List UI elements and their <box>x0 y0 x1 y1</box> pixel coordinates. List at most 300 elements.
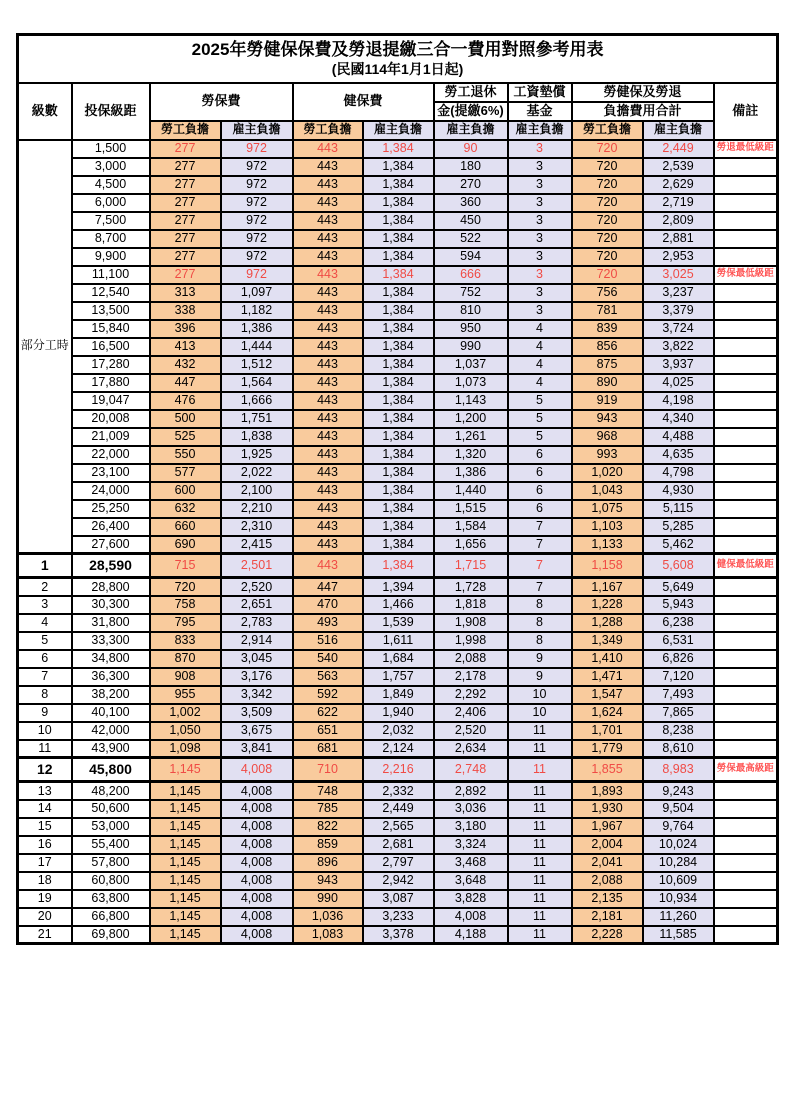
cell-labor-employer: 2,783 <box>221 614 293 632</box>
cell-total-employee: 2,004 <box>572 836 643 854</box>
page-title: 2025年勞健保保費及勞退提繳三合一費用對照參考用表 <box>191 39 604 59</box>
cell-health-employer: 1,394 <box>363 578 434 596</box>
cell-health-employer: 1,384 <box>363 212 434 230</box>
cell-labor-employer: 4,008 <box>221 908 293 926</box>
cell-insured-bracket: 66,800 <box>72 908 150 926</box>
cell-total-employer: 10,934 <box>643 890 714 908</box>
page-subtitle: (民國114年1月1日起) <box>331 61 464 78</box>
cell-labor-employer: 3,841 <box>221 740 293 758</box>
cell-wage-fund-employer: 3 <box>508 194 572 212</box>
cell-health-employee: 443 <box>293 284 363 302</box>
cell-wage-fund-employer: 11 <box>508 890 572 908</box>
cell-total-employee: 1,624 <box>572 704 643 722</box>
cell-total-employee: 1,855 <box>572 758 643 782</box>
cell-note <box>714 356 778 374</box>
cell-wage-fund-employer: 11 <box>508 740 572 758</box>
table-row <box>18 596 778 614</box>
cell-level: 8 <box>18 686 72 704</box>
cell-note <box>714 704 778 722</box>
cell-health-employee: 443 <box>293 446 363 464</box>
cell-health-employee: 822 <box>293 818 363 836</box>
cell-pension-employer: 2,748 <box>434 758 508 782</box>
cell-health-employer: 3,233 <box>363 908 434 926</box>
cell-insured-bracket: 22,000 <box>72 446 150 464</box>
table-row <box>18 818 778 836</box>
table-body <box>18 140 778 944</box>
cell-pension-employer: 3,468 <box>434 854 508 872</box>
cell-insured-bracket: 6,000 <box>72 194 150 212</box>
cell-total-employee: 1,349 <box>572 632 643 650</box>
cell-labor-employer: 2,415 <box>221 536 293 554</box>
cell-health-employee: 516 <box>293 632 363 650</box>
cell-pension-employer: 1,386 <box>434 464 508 482</box>
cell-labor-employer: 4,008 <box>221 782 293 800</box>
cell-note <box>714 536 778 554</box>
cell-pension-employer: 4,188 <box>434 926 508 944</box>
table-row <box>18 722 778 740</box>
cell-health-employee: 443 <box>293 320 363 338</box>
cell-wage-fund-employer: 8 <box>508 632 572 650</box>
cell-health-employee: 443 <box>293 536 363 554</box>
cell-wage-fund-employer: 11 <box>508 800 572 818</box>
cell-labor-employer: 2,501 <box>221 554 293 578</box>
cell-labor-employee: 1,145 <box>150 800 221 818</box>
table-row <box>18 392 778 410</box>
table-row <box>18 632 778 650</box>
cell-wage-fund-employer: 6 <box>508 500 572 518</box>
cell-total-employer: 5,943 <box>643 596 714 614</box>
cell-insured-bracket: 28,590 <box>72 554 150 578</box>
cell-total-employee: 1,701 <box>572 722 643 740</box>
cell-total-employer: 3,822 <box>643 338 714 356</box>
cell-note <box>714 284 778 302</box>
cell-health-employer: 1,384 <box>363 194 434 212</box>
cell-health-employee: 443 <box>293 410 363 428</box>
cell-note <box>714 614 778 632</box>
cell-total-employer: 5,285 <box>643 518 714 536</box>
cell-health-employer: 1,757 <box>363 668 434 686</box>
cell-total-employer: 2,449 <box>643 140 714 158</box>
cell-pension-employer: 4,008 <box>434 908 508 926</box>
cell-wage-fund-employer: 7 <box>508 554 572 578</box>
cell-level: 10 <box>18 722 72 740</box>
cell-labor-employee: 1,098 <box>150 740 221 758</box>
cell-wage-fund-employer: 6 <box>508 446 572 464</box>
cell-health-employee: 443 <box>293 248 363 266</box>
cell-labor-employee: 715 <box>150 554 221 578</box>
cell-labor-employer: 2,651 <box>221 596 293 614</box>
cell-insured-bracket: 26,400 <box>72 518 150 536</box>
cell-wage-fund-employer: 11 <box>508 926 572 944</box>
cell-total-employee: 1,020 <box>572 464 643 482</box>
cell-health-employer: 1,384 <box>363 230 434 248</box>
cell-note <box>714 176 778 194</box>
cell-note <box>714 338 778 356</box>
cell-pension-employer: 1,998 <box>434 632 508 650</box>
cell-wage-fund-employer: 7 <box>508 536 572 554</box>
cell-total-employer: 4,930 <box>643 482 714 500</box>
title-block <box>18 35 778 83</box>
cell-insured-bracket: 13,500 <box>72 302 150 320</box>
cell-total-employee: 2,181 <box>572 908 643 926</box>
cell-level: 6 <box>18 650 72 668</box>
cell-insured-bracket: 63,800 <box>72 890 150 908</box>
cell-total-employee: 993 <box>572 446 643 464</box>
cell-health-employee: 1,036 <box>293 908 363 926</box>
cell-health-employer: 2,942 <box>363 872 434 890</box>
cell-total-employer: 5,608 <box>643 554 714 578</box>
cell-health-employer: 1,384 <box>363 266 434 284</box>
cell-wage-fund-employer: 6 <box>508 464 572 482</box>
cell-wage-fund-employer: 4 <box>508 320 572 338</box>
cell-note <box>714 800 778 818</box>
cell-pension-employer: 1,073 <box>434 374 508 392</box>
subheader-health-employer: 雇主負擔 <box>363 121 434 140</box>
cell-labor-employee: 277 <box>150 230 221 248</box>
cell-total-employer: 6,238 <box>643 614 714 632</box>
table-row <box>18 374 778 392</box>
cell-pension-employer: 3,828 <box>434 890 508 908</box>
cell-pension-employer: 3,648 <box>434 872 508 890</box>
cell-total-employee: 720 <box>572 230 643 248</box>
cell-health-employee: 443 <box>293 140 363 158</box>
cell-health-employee: 443 <box>293 392 363 410</box>
cell-labor-employee: 1,145 <box>150 890 221 908</box>
cell-level: 16 <box>18 836 72 854</box>
cell-pension-employer: 1,908 <box>434 614 508 632</box>
cell-health-employer: 2,124 <box>363 740 434 758</box>
cell-insured-bracket: 1,500 <box>72 140 150 158</box>
cell-health-employer: 2,681 <box>363 836 434 854</box>
cell-total-employer: 10,284 <box>643 854 714 872</box>
cell-health-employee: 896 <box>293 854 363 872</box>
table-row <box>18 554 778 578</box>
col-header-pension-line2: 金(提繳6%) <box>434 102 508 121</box>
cell-total-employer: 4,798 <box>643 464 714 482</box>
cell-total-employee: 919 <box>572 392 643 410</box>
cell-level: 18 <box>18 872 72 890</box>
cell-total-employee: 720 <box>572 248 643 266</box>
cell-health-employer: 1,849 <box>363 686 434 704</box>
cell-pension-employer: 2,634 <box>434 740 508 758</box>
cell-labor-employee: 690 <box>150 536 221 554</box>
cell-labor-employer: 972 <box>221 194 293 212</box>
table-row <box>18 158 778 176</box>
cell-total-employee: 839 <box>572 320 643 338</box>
cell-pension-employer: 1,037 <box>434 356 508 374</box>
subheader-total-employee: 勞工負擔 <box>572 121 643 140</box>
cell-wage-fund-employer: 11 <box>508 722 572 740</box>
cell-pension-employer: 450 <box>434 212 508 230</box>
premium-reference-table <box>16 33 779 945</box>
cell-health-employee: 443 <box>293 482 363 500</box>
cell-total-employer: 3,237 <box>643 284 714 302</box>
cell-insured-bracket: 53,000 <box>72 818 150 836</box>
table-row <box>18 908 778 926</box>
cell-total-employee: 1,547 <box>572 686 643 704</box>
cell-health-employee: 785 <box>293 800 363 818</box>
cell-labor-employer: 4,008 <box>221 836 293 854</box>
cell-labor-employee: 313 <box>150 284 221 302</box>
subheader-health-employee: 勞工負擔 <box>293 121 363 140</box>
cell-insured-bracket: 23,100 <box>72 464 150 482</box>
cell-labor-employee: 758 <box>150 596 221 614</box>
cell-wage-fund-employer: 11 <box>508 782 572 800</box>
cell-total-employee: 720 <box>572 266 643 284</box>
cell-note <box>714 464 778 482</box>
cell-health-employee: 493 <box>293 614 363 632</box>
cell-labor-employer: 972 <box>221 158 293 176</box>
cell-pension-employer: 1,584 <box>434 518 508 536</box>
cell-health-employer: 3,378 <box>363 926 434 944</box>
col-header-total-line2: 負擔費用合計 <box>572 102 714 121</box>
cell-insured-bracket: 16,500 <box>72 338 150 356</box>
cell-labor-employer: 2,100 <box>221 482 293 500</box>
cell-pension-employer: 1,728 <box>434 578 508 596</box>
cell-health-employer: 1,384 <box>363 338 434 356</box>
cell-level: 12 <box>18 758 72 782</box>
cell-insured-bracket: 15,840 <box>72 320 150 338</box>
cell-total-employer: 9,764 <box>643 818 714 836</box>
cell-insured-bracket: 42,000 <box>72 722 150 740</box>
cell-note <box>714 890 778 908</box>
cell-pension-employer: 2,088 <box>434 650 508 668</box>
cell-level: 19 <box>18 890 72 908</box>
cell-insured-bracket: 43,900 <box>72 740 150 758</box>
cell-insured-bracket: 4,500 <box>72 176 150 194</box>
cell-total-employer: 6,531 <box>643 632 714 650</box>
cell-health-employer: 1,384 <box>363 482 434 500</box>
cell-note <box>714 446 778 464</box>
cell-wage-fund-employer: 5 <box>508 392 572 410</box>
cell-note <box>714 926 778 944</box>
cell-health-employer: 2,032 <box>363 722 434 740</box>
cell-health-employee: 443 <box>293 500 363 518</box>
cell-total-employee: 781 <box>572 302 643 320</box>
table-row <box>18 302 778 320</box>
table-row <box>18 854 778 872</box>
cell-total-employer: 4,198 <box>643 392 714 410</box>
cell-labor-employee: 396 <box>150 320 221 338</box>
cell-labor-employer: 1,097 <box>221 284 293 302</box>
cell-insured-bracket: 36,300 <box>72 668 150 686</box>
cell-health-employee: 943 <box>293 872 363 890</box>
table-row <box>18 320 778 338</box>
table-row <box>18 446 778 464</box>
cell-total-employee: 720 <box>572 158 643 176</box>
cell-health-employer: 1,384 <box>363 410 434 428</box>
cell-health-employee: 443 <box>293 212 363 230</box>
cell-total-employer: 3,724 <box>643 320 714 338</box>
cell-labor-employee: 277 <box>150 140 221 158</box>
cell-total-employer: 2,629 <box>643 176 714 194</box>
cell-note <box>714 410 778 428</box>
cell-labor-employer: 1,564 <box>221 374 293 392</box>
cell-health-employee: 443 <box>293 518 363 536</box>
cell-wage-fund-employer: 8 <box>508 596 572 614</box>
cell-note <box>714 722 778 740</box>
cell-total-employer: 5,462 <box>643 536 714 554</box>
col-header-labor-insurance: 勞保費 <box>150 83 293 121</box>
cell-level: 5 <box>18 632 72 650</box>
cell-total-employer: 2,953 <box>643 248 714 266</box>
cell-note <box>714 818 778 836</box>
cell-health-employer: 1,384 <box>363 248 434 266</box>
cell-note: 勞保最低級距 <box>714 266 778 284</box>
cell-note <box>714 302 778 320</box>
table-row <box>18 176 778 194</box>
cell-total-employee: 1,043 <box>572 482 643 500</box>
cell-labor-employer: 3,176 <box>221 668 293 686</box>
cell-labor-employer: 1,751 <box>221 410 293 428</box>
cell-note <box>714 578 778 596</box>
cell-note <box>714 500 778 518</box>
cell-labor-employee: 550 <box>150 446 221 464</box>
cell-health-employer: 1,384 <box>363 554 434 578</box>
cell-health-employee: 1,083 <box>293 926 363 944</box>
cell-level: 11 <box>18 740 72 758</box>
cell-pension-employer: 594 <box>434 248 508 266</box>
cell-total-employer: 3,937 <box>643 356 714 374</box>
cell-total-employer: 3,379 <box>643 302 714 320</box>
table-row <box>18 614 778 632</box>
table-row <box>18 284 778 302</box>
cell-total-employee: 720 <box>572 194 643 212</box>
cell-labor-employer: 4,008 <box>221 818 293 836</box>
cell-pension-employer: 2,520 <box>434 722 508 740</box>
cell-labor-employer: 1,838 <box>221 428 293 446</box>
table-row <box>18 686 778 704</box>
cell-total-employee: 2,135 <box>572 890 643 908</box>
cell-wage-fund-employer: 7 <box>508 518 572 536</box>
cell-total-employer: 6,826 <box>643 650 714 668</box>
cell-labor-employer: 1,925 <box>221 446 293 464</box>
cell-health-employee: 443 <box>293 338 363 356</box>
cell-note <box>714 482 778 500</box>
cell-note <box>714 686 778 704</box>
cell-labor-employee: 277 <box>150 212 221 230</box>
col-header-bracket: 投保級距 <box>72 83 150 140</box>
cell-labor-employee: 413 <box>150 338 221 356</box>
cell-total-employer: 11,585 <box>643 926 714 944</box>
cell-health-employer: 1,384 <box>363 428 434 446</box>
cell-labor-employee: 1,145 <box>150 782 221 800</box>
cell-level: 2 <box>18 578 72 596</box>
subheader-wage-fund-employer: 雇主負擔 <box>508 121 572 140</box>
cell-pension-employer: 810 <box>434 302 508 320</box>
cell-pension-employer: 666 <box>434 266 508 284</box>
cell-wage-fund-employer: 8 <box>508 614 572 632</box>
cell-health-employer: 1,384 <box>363 500 434 518</box>
cell-note <box>714 854 778 872</box>
cell-health-employer: 1,384 <box>363 158 434 176</box>
cell-health-employee: 710 <box>293 758 363 782</box>
cell-note <box>714 836 778 854</box>
cell-health-employee: 443 <box>293 230 363 248</box>
cell-wage-fund-employer: 9 <box>508 650 572 668</box>
cell-health-employer: 1,384 <box>363 464 434 482</box>
table-row <box>18 890 778 908</box>
cell-level: 13 <box>18 782 72 800</box>
cell-insured-bracket: 20,008 <box>72 410 150 428</box>
cell-labor-employer: 1,512 <box>221 356 293 374</box>
cell-total-employee: 1,471 <box>572 668 643 686</box>
cell-pension-employer: 990 <box>434 338 508 356</box>
cell-health-employer: 1,466 <box>363 596 434 614</box>
cell-note <box>714 392 778 410</box>
cell-total-employer: 9,504 <box>643 800 714 818</box>
col-header-pension-line1: 勞工退休 <box>434 83 508 102</box>
cell-insured-bracket: 60,800 <box>72 872 150 890</box>
cell-level: 17 <box>18 854 72 872</box>
cell-pension-employer: 1,818 <box>434 596 508 614</box>
cell-total-employee: 1,893 <box>572 782 643 800</box>
cell-insured-bracket: 34,800 <box>72 650 150 668</box>
cell-labor-employer: 972 <box>221 140 293 158</box>
cell-health-employee: 443 <box>293 356 363 374</box>
cell-health-employer: 1,384 <box>363 446 434 464</box>
table-row <box>18 800 778 818</box>
cell-labor-employee: 338 <box>150 302 221 320</box>
table-row <box>18 536 778 554</box>
cell-labor-employer: 2,520 <box>221 578 293 596</box>
cell-labor-employee: 277 <box>150 176 221 194</box>
col-header-wage-fund-line2: 基金 <box>508 102 572 121</box>
cell-note <box>714 782 778 800</box>
cell-labor-employee: 955 <box>150 686 221 704</box>
cell-health-employee: 748 <box>293 782 363 800</box>
cell-level: 15 <box>18 818 72 836</box>
cell-note <box>714 632 778 650</box>
table-row <box>18 518 778 536</box>
cell-labor-employee: 1,145 <box>150 854 221 872</box>
cell-total-employee: 890 <box>572 374 643 392</box>
cell-note <box>714 908 778 926</box>
cell-labor-employee: 795 <box>150 614 221 632</box>
cell-health-employee: 443 <box>293 374 363 392</box>
cell-health-employee: 443 <box>293 464 363 482</box>
cell-note: 勞退最低級距 <box>714 140 778 158</box>
cell-insured-bracket: 50,600 <box>72 800 150 818</box>
cell-total-employer: 7,865 <box>643 704 714 722</box>
subheader-total-employer: 雇主負擔 <box>643 121 714 140</box>
cell-wage-fund-employer: 11 <box>508 854 572 872</box>
cell-total-employee: 1,075 <box>572 500 643 518</box>
cell-health-employer: 2,565 <box>363 818 434 836</box>
cell-wage-fund-employer: 3 <box>508 266 572 284</box>
cell-pension-employer: 1,320 <box>434 446 508 464</box>
cell-labor-employer: 3,342 <box>221 686 293 704</box>
cell-health-employer: 1,940 <box>363 704 434 722</box>
cell-total-employee: 1,103 <box>572 518 643 536</box>
cell-total-employee: 1,288 <box>572 614 643 632</box>
cell-health-employee: 859 <box>293 836 363 854</box>
table-row <box>18 194 778 212</box>
cell-insured-bracket: 27,600 <box>72 536 150 554</box>
cell-health-employee: 443 <box>293 158 363 176</box>
cell-pension-employer: 90 <box>434 140 508 158</box>
cell-labor-employee: 870 <box>150 650 221 668</box>
table-row <box>18 248 778 266</box>
cell-pension-employer: 180 <box>434 158 508 176</box>
table-row <box>18 782 778 800</box>
cell-total-employee: 2,041 <box>572 854 643 872</box>
table-row <box>18 872 778 890</box>
cell-total-employer: 4,025 <box>643 374 714 392</box>
cell-labor-employee: 500 <box>150 410 221 428</box>
cell-labor-employer: 2,310 <box>221 518 293 536</box>
table-row <box>18 140 778 158</box>
